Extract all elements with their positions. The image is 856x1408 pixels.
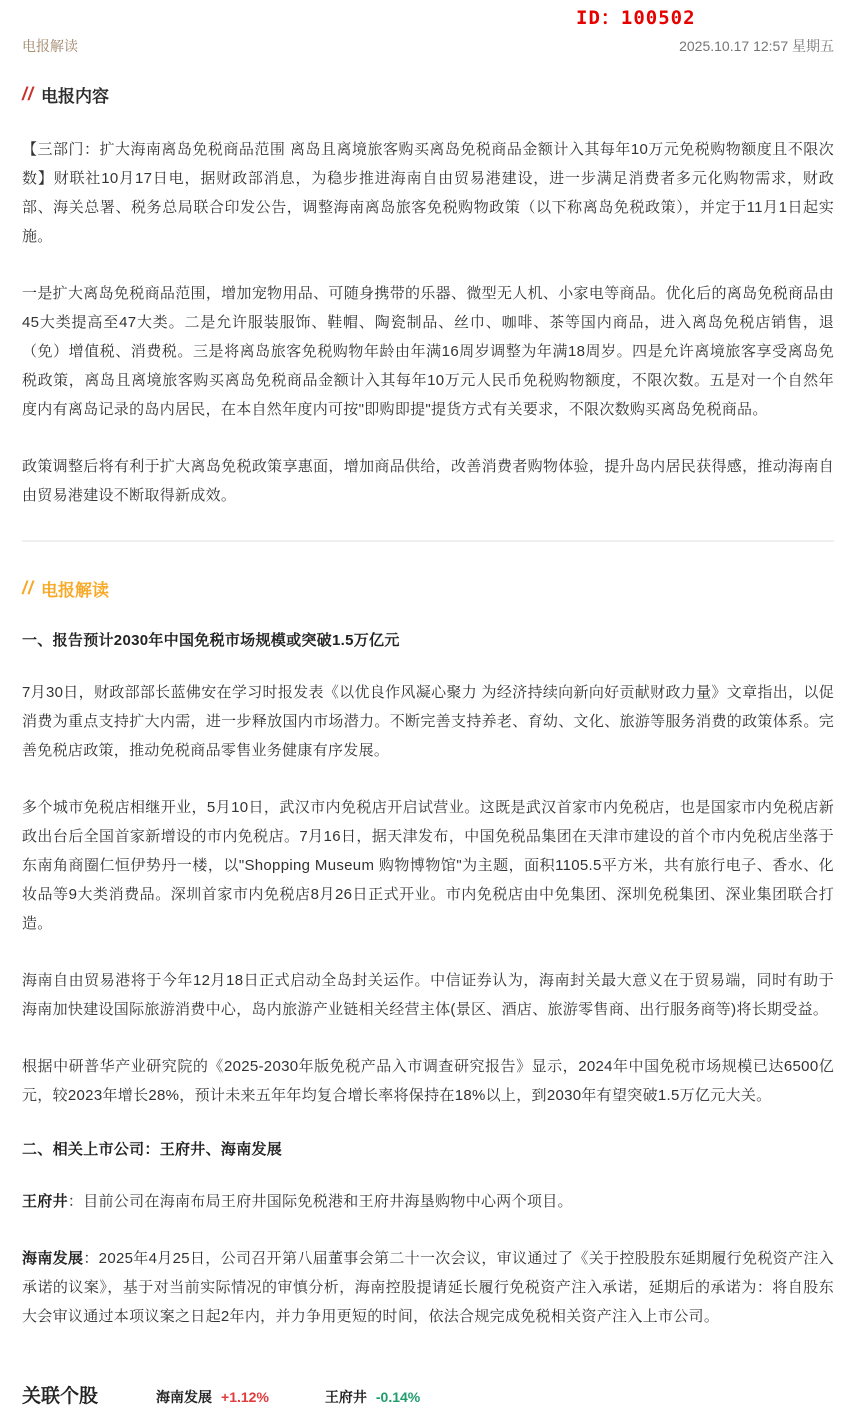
- analysis-paragraph-1: 7月30日，财政部部长蓝佛安在学习时报发表《以优良作风凝心聚力 为经济持续向新向好贡献财政力量》文章指出，以促消费为重点支持扩大内需，进一步释放国内市场潜力。不断完善支持养老、育幼、文化、旅游等服务消费的政策体系。完善免税店政策，推动免税商品零售业务健康有序发展。: [22, 684, 834, 759]
- stock-item-wangfujing[interactable]: [325, 1387, 420, 1407]
- analysis-paragraph-4: 根据中研普华产业研究院的《2025-2030年版免税产品入市调查研究报告》显示，2024年中国免税市场规模已达6500亿元，较2023年增长28%，预计未来五年年均复合增长率将保持在18%以上，到2030年有望突破1.5万亿元大关。: [22, 1058, 834, 1104]
- analysis-paragraph-2: 多个城市免税店相继开业，5月10日，武汉市内免税店开启试营业。这既是武汉首家市内免税店，也是国家市内免税店新政出台后全国首家新增设的市内免税店。7月16日，据天津发布，中国免税品集团在天津市建设的首个市内免税店坐落于东南角商圈仁恒伊势丹一楼，以"Shopping Museum 购物博物馆"为主题，面积1105.5平方米，共有旅行电子、香水、化妆品等9大类消费品。深圳首家市内免税店8月26日正式开业。市内免税店由中免集团、深圳免税集团、深业集团联合打造。: [22, 799, 834, 932]
- publish-datetime: 2025.10.17 12:57 星期五: [679, 38, 834, 54]
- content-paragraph-2: 一是扩大离岛免税商品范围，增加宠物用品、可随身携带的乐器、微型无人机、小家电等商品。优化后的离岛免税商品由45大类提高至47大类。二是允许服装服饰、鞋帽、陶瓷制品、丝巾、咖啡、茶等国内商品，进入离岛免税店销售，退（免）增值税、消费税。三是将离岛旅客免税购物年龄由年满16周岁调整为年满18周岁。四是允许离境旅客享受离岛免税政策，离岛且离境旅客购买离岛免税商品金额计入其每年10万元人民币免税购物额度，不限次数。五是对一个自然年度内有离岛记录的岛内居民，在本自然年度内可按"即购即提"提货方式有关要求，不限次数购买离岛免税商品。: [22, 285, 834, 418]
- analysis-heading-1: 一、报告预计2030年中国免税市场规模或突破1.5万亿元: [22, 632, 400, 649]
- content-paragraph-1: 【三部门：扩大海南离岛免税商品范围 离岛且离境旅客购买离岛免税商品金额计入其每年10万元免税购物额度且不限次数】财联社10月17日电，据财政部消息，为稳步推进海南自由贸易港建设，进一步满足消费者多元化购物需求，财政部、海关总署、税务总局联合印发公告，调整海南离岛旅客免税购物政策（以下称离岛免税政策），并定于11月1日起实施。: [22, 141, 834, 245]
- company-paragraph-wangfujing: [22, 1187, 834, 1216]
- company-paragraph-hainan-development: [22, 1244, 834, 1331]
- stock-name: 海南发展: [156, 1389, 213, 1405]
- company-name: 海南发展: [22, 1250, 84, 1267]
- content-paragraph-3: 政策调整后将有利于扩大离岛免税政策享惠面，增加商品供给，改善消费者购物体验，提升岛内居民获得感，推动海南自由贸易港建设不断取得新成效。: [22, 458, 834, 504]
- page-id-label: ID：100502: [576, 7, 696, 29]
- double-slash-icon: //: [22, 84, 35, 104]
- content-section-header: [22, 82, 834, 107]
- section-divider: [22, 540, 834, 542]
- analysis-heading-2: 二、相关上市公司：王府井、海南发展: [22, 1141, 283, 1158]
- company-name: 王府井: [22, 1193, 68, 1210]
- company-description: ：目前公司在海南布局王府井国际免税港和王府井海垦购物中心两个项目。: [67, 1193, 573, 1210]
- analysis-paragraph-3: 海南自由贸易港将于今年12月18日正式启动全岛封关运作。中信证券认为，海南封关最大意义在于贸易端，同时有助于海南加快建设国际旅游消费中心，岛内旅游产业链相关经营主体(景区、酒店、旅游零售商、出行服务商等)将长期受益。: [22, 972, 834, 1018]
- content-section-title: 电报内容: [41, 87, 110, 106]
- stock-item-hainan-development[interactable]: [156, 1387, 269, 1407]
- company-description: ：2025年4月25日，公司召开第八届董事会第二十一次会议，审议通过了《关于控股股东延期履行免税资产注入承诺的议案》，基于对当前实际情况的审慎分析，海南控股提请延长履行免税资产注入承诺，延期后的承诺为：将自股东大会审议通过本项议案之日起2年内，并力争用更短的时间，依法合规完成免税相关资产注入上市公司。: [22, 1250, 834, 1325]
- stock-change-badge: -0.14%: [375, 1389, 421, 1405]
- topbar: [22, 0, 834, 56]
- analysis-section-header: [22, 576, 834, 601]
- stock-change-badge: +1.12%: [221, 1389, 269, 1405]
- double-slash-icon: //: [22, 578, 35, 598]
- related-stocks-bar: [22, 1381, 834, 1408]
- breadcrumb-channel[interactable]: 电报解读: [22, 38, 78, 54]
- stock-name: 王府井: [324, 1389, 367, 1405]
- related-stocks-label: 关联个股: [22, 1386, 99, 1407]
- analysis-section-title: 电报解读: [41, 581, 110, 600]
